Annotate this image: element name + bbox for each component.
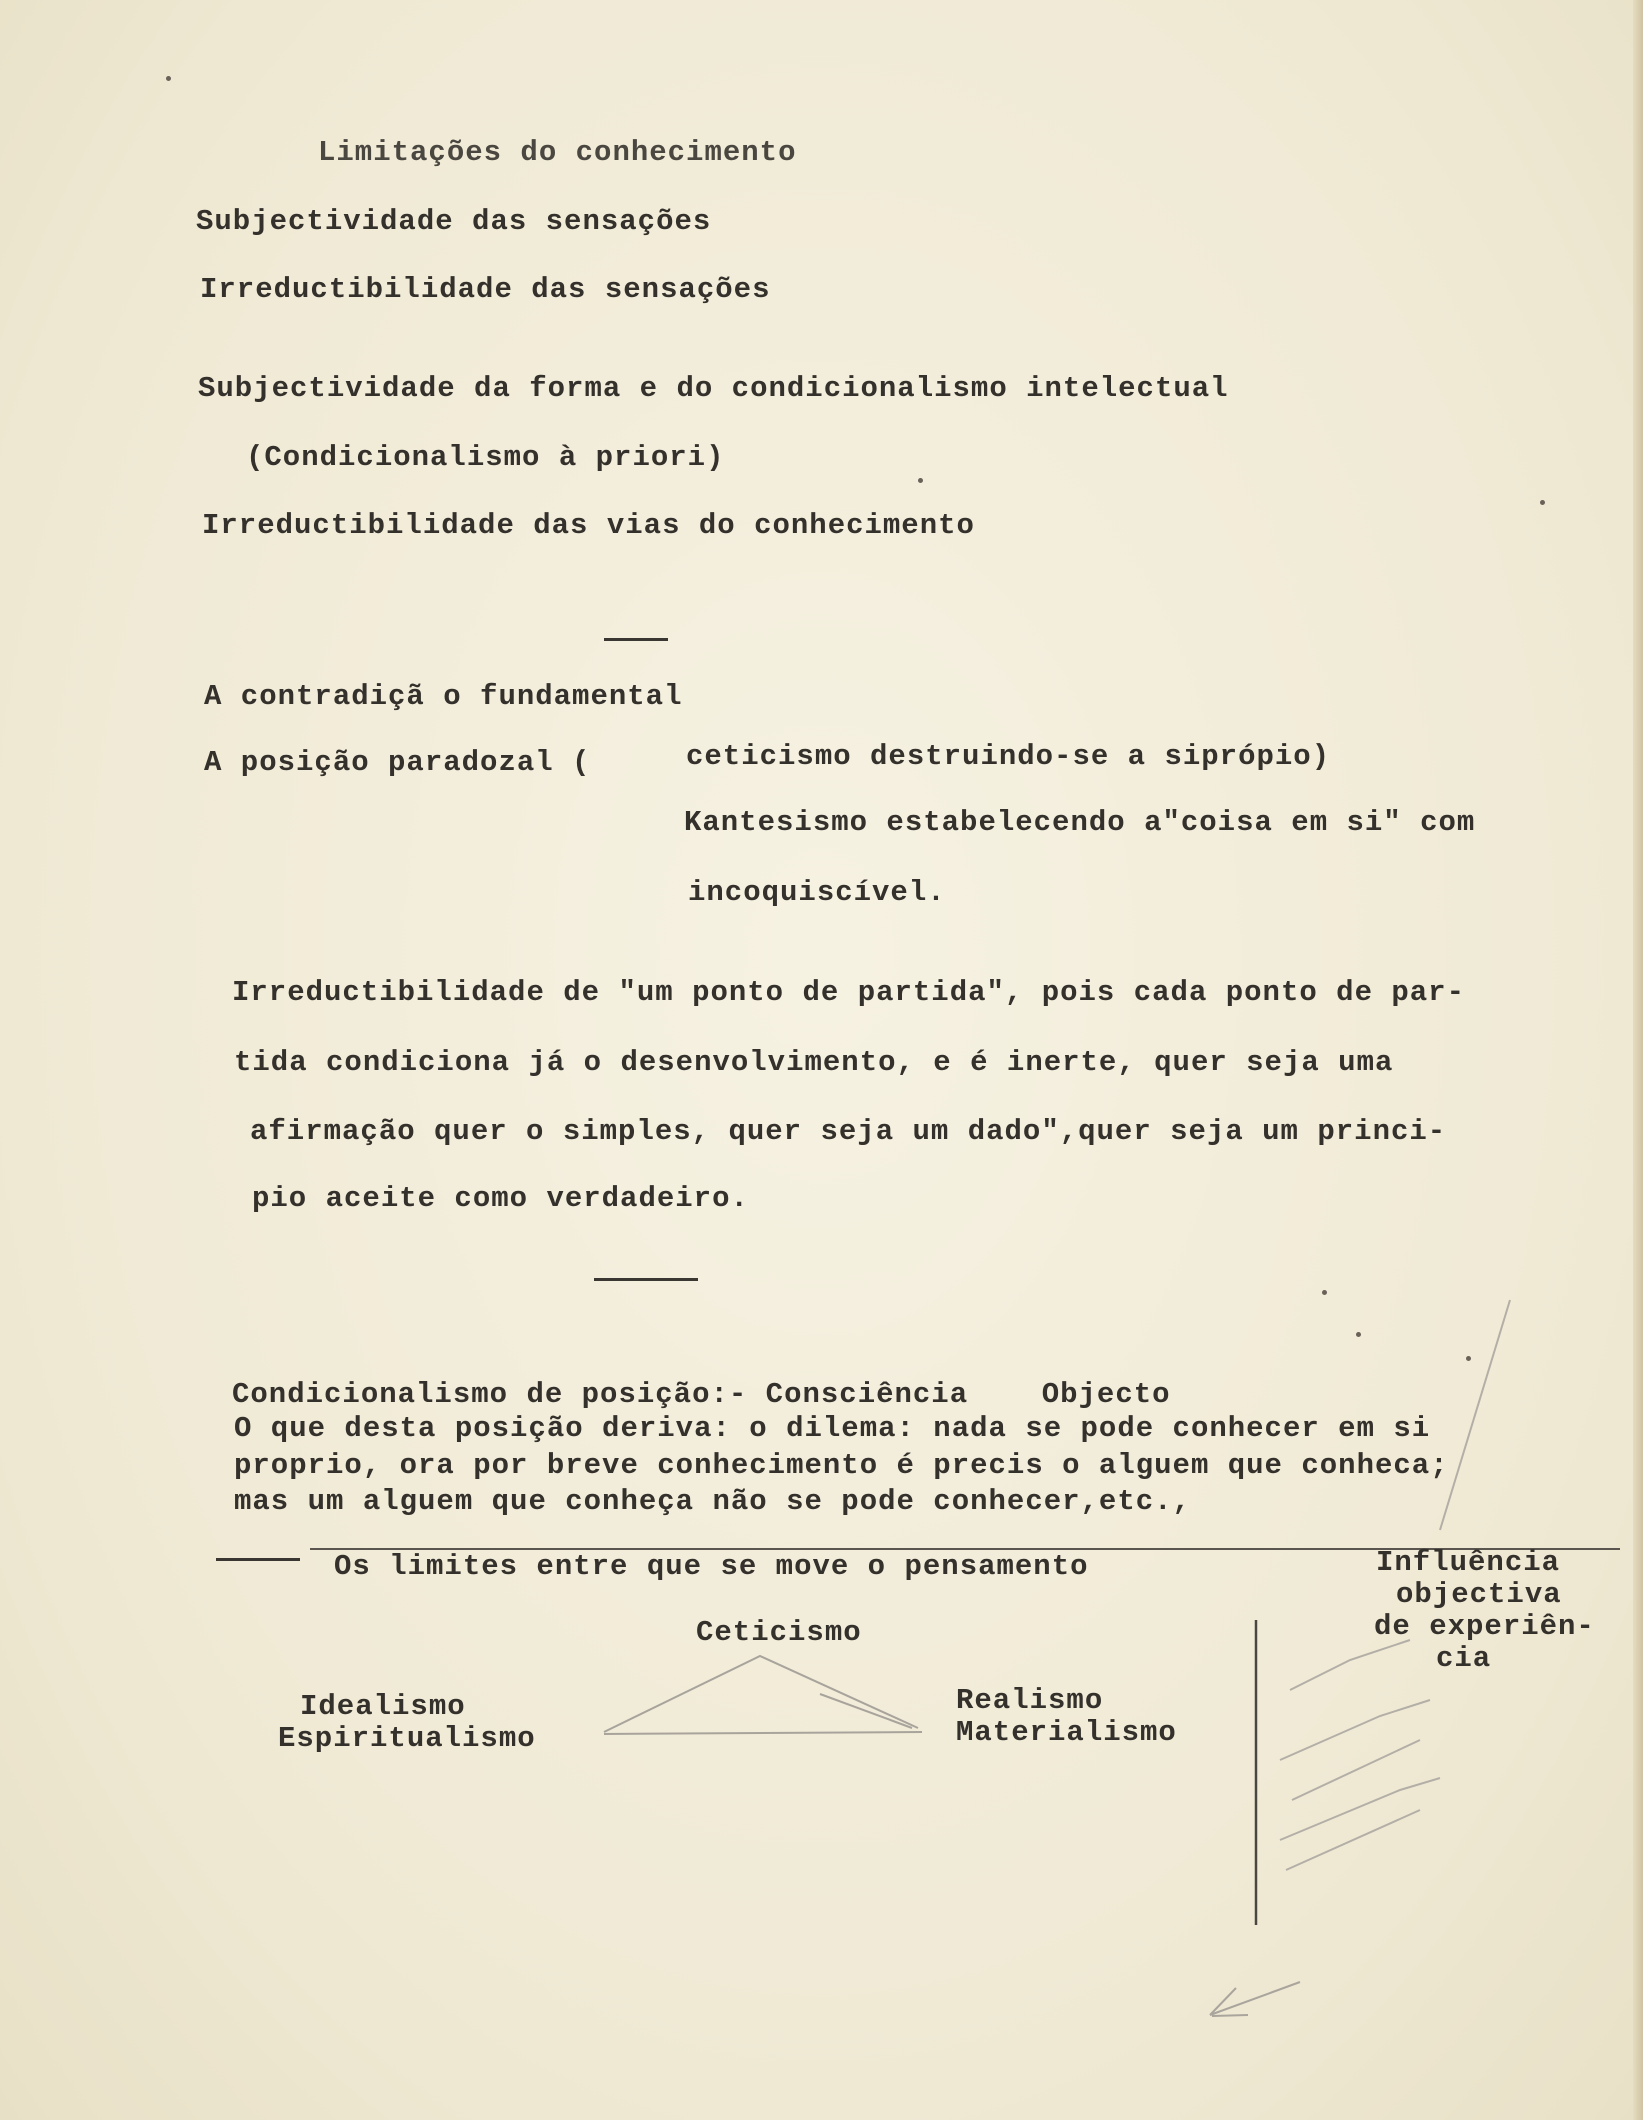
list-item: Subjectividade das sensações: [196, 205, 712, 238]
ink-dot: [1322, 1290, 1327, 1295]
conditional-line: proprio, ora por breve conhecimento é precis o alguem que conheca;: [234, 1449, 1449, 1482]
influence-label: cia: [1436, 1642, 1492, 1675]
list-item: Subjectividade da forma e do condicionalismo intelectual: [198, 372, 1229, 405]
influence-label: Influência: [1376, 1546, 1561, 1579]
ink-dot: [1466, 1356, 1471, 1361]
paradox-text: Kantesismo estabelecendo a"coisa em si" com: [684, 806, 1476, 839]
diagram-left-label: Idealismo: [300, 1690, 466, 1723]
paradox-label: A posição paradozal (: [204, 746, 591, 779]
hatch-marks: [1280, 1300, 1510, 1870]
paragraph-line: afirmação quer o simples, quer seja um dado",quer seja um princi-: [250, 1115, 1447, 1148]
paradox-text: ceticismo destruindo-se a siprópio): [686, 740, 1331, 773]
influence-label: de experiên-: [1374, 1610, 1595, 1643]
influence-label: objectiva: [1396, 1578, 1562, 1611]
paragraph-line: tida condiciona já o desenvolvimento, e é inerte, quer seja uma: [234, 1046, 1394, 1079]
heading: Limitações do conhecimento: [318, 136, 797, 169]
contradiction-title: A contradiçã o fundamental: [204, 680, 683, 713]
diagram-right-label: Realismo: [956, 1684, 1104, 1717]
conditional-line: O que desta posição deriva: o dilema: nada se pode conhecer em si: [234, 1412, 1431, 1445]
paragraph-line: Irreductibilidade de "um ponto de partida", pois cada ponto de par-: [232, 976, 1465, 1009]
limits-title: Os limites entre que se move o pensamento: [334, 1550, 1089, 1583]
ink-dot: [1540, 500, 1545, 505]
ink-dot: [918, 478, 923, 483]
list-item: (Condicionalismo à priori): [246, 441, 725, 474]
ink-dot: [166, 76, 171, 81]
arrow-sketch: [1210, 1982, 1300, 2016]
diagram-left-label: Espiritualismo: [278, 1722, 536, 1755]
ink-dot: [1356, 1332, 1361, 1337]
paradox-text: incoquiscível.: [688, 876, 946, 909]
paragraph-line: pio aceite como verdadeiro.: [252, 1182, 749, 1215]
conditional-line: Condicionalismo de posição:- Consciência Objecto: [232, 1378, 1171, 1411]
diagram-right-label: Materialismo: [956, 1716, 1177, 1749]
list-item: Irreductibilidade das sensações: [200, 273, 771, 306]
triangle-sketch: [604, 1656, 922, 1734]
diagram-top-label: Ceticismo: [696, 1616, 862, 1649]
list-item: Irreductibilidade das vias do conhecimento: [202, 509, 975, 542]
conditional-line: mas um alguem que conheça não se pode conhecer,etc.,: [234, 1485, 1191, 1518]
